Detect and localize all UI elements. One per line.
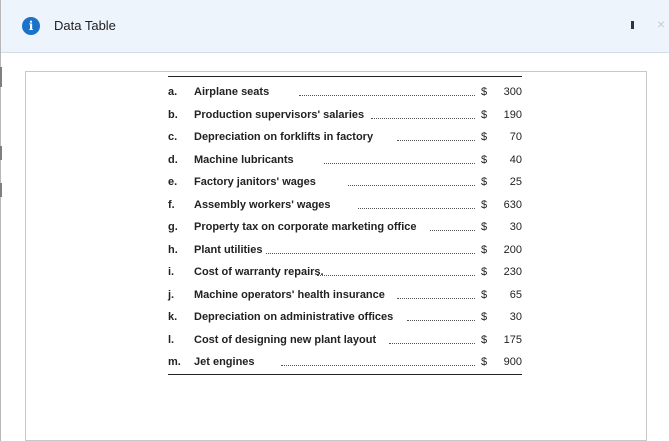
table-row	[168, 285, 522, 307]
edge-mark	[0, 183, 2, 197]
row-label: Jet engines	[194, 356, 255, 368]
row-amount: 900	[503, 356, 522, 368]
leader-dots	[281, 353, 475, 366]
row-letter: c.	[168, 131, 178, 143]
row-letter: e.	[168, 176, 178, 188]
row-label: Cost of warranty repairs.	[194, 266, 324, 278]
row-letter: d.	[168, 153, 178, 166]
row-letter: l.	[168, 333, 175, 346]
row-amount: 175	[503, 333, 522, 346]
currency-symbol: $	[481, 86, 488, 98]
currency-symbol: $	[481, 288, 488, 301]
row-label: Property tax on corporate marketing office	[194, 221, 417, 233]
leader-dots	[397, 286, 475, 299]
minimize-icon	[631, 21, 634, 29]
row-letter: f.	[168, 198, 175, 211]
row-label: Airplane seats	[194, 86, 270, 98]
leader-dots	[358, 196, 475, 209]
row-letter: i.	[168, 266, 175, 278]
row-label: Production supervisors' salaries	[194, 108, 365, 121]
table-row	[168, 127, 522, 149]
minimize-button[interactable]	[626, 18, 638, 32]
currency-symbol: $	[481, 176, 488, 188]
row-label: Machine lubricants	[194, 153, 294, 166]
table-row	[168, 352, 522, 374]
row-amount: 300	[503, 86, 522, 98]
currency-symbol: $	[481, 311, 488, 323]
leader-dots	[430, 218, 475, 231]
leader-dots	[389, 331, 475, 344]
row-amount: 70	[509, 131, 522, 143]
table-row	[168, 105, 522, 127]
table-row	[168, 262, 522, 284]
table-row	[168, 195, 522, 217]
row-label: Plant utilities	[194, 243, 263, 256]
row-letter: b.	[168, 108, 178, 121]
row-amount: 40	[509, 153, 522, 166]
dialog-titlebar	[1, 0, 669, 53]
row-amount: 190	[503, 108, 522, 121]
leader-dots	[348, 173, 475, 186]
row-label: Cost of designing new plant layout	[194, 333, 377, 346]
currency-symbol: $	[481, 108, 488, 121]
leader-dots	[317, 263, 475, 276]
currency-symbol: $	[481, 333, 488, 346]
table-row	[168, 217, 522, 239]
row-amount: 30	[509, 311, 522, 323]
currency-symbol: $	[481, 266, 488, 278]
table-bottom-rule	[168, 374, 522, 375]
currency-symbol: $	[481, 131, 488, 143]
leader-dots	[324, 151, 475, 164]
leader-dots	[371, 106, 475, 119]
row-label: Depreciation on forklifts in factory	[194, 131, 374, 143]
row-label: Factory janitors' wages	[194, 176, 316, 188]
table-row	[168, 150, 522, 172]
currency-symbol: $	[481, 356, 488, 368]
table-row	[168, 307, 522, 329]
row-amount: 630	[503, 198, 522, 211]
row-letter: k.	[168, 311, 178, 323]
currency-symbol: $	[481, 198, 488, 211]
leader-dots	[407, 308, 475, 321]
row-label: Assembly workers' wages	[194, 198, 331, 211]
row-label: Depreciation on administrative offices	[194, 311, 394, 323]
info-icon: i	[22, 17, 40, 35]
leader-dots	[397, 128, 475, 141]
row-letter: j.	[168, 288, 175, 301]
table-row	[168, 82, 522, 104]
row-letter: g.	[168, 221, 178, 233]
table-row	[168, 172, 522, 194]
leader-dots	[266, 241, 475, 254]
edge-mark	[0, 146, 2, 160]
currency-symbol: $	[481, 153, 488, 166]
row-amount: 200	[503, 243, 522, 256]
row-amount: 25	[509, 176, 522, 188]
dialog-title: Data Table	[54, 18, 116, 33]
row-letter: a.	[168, 86, 178, 98]
edge-mark	[0, 67, 2, 87]
row-letter: h.	[168, 243, 178, 256]
currency-symbol: $	[481, 221, 488, 233]
close-button[interactable]	[657, 14, 669, 34]
row-amount: 65	[509, 288, 522, 301]
table-row	[168, 240, 522, 262]
row-amount: 30	[509, 221, 522, 233]
leader-dots	[299, 83, 475, 96]
close-icon: ×	[657, 16, 666, 32]
row-letter: m.	[168, 356, 181, 368]
currency-symbol: $	[481, 243, 488, 256]
table-top-rule	[168, 76, 522, 77]
row-label: Machine operators' health insurance	[194, 288, 385, 301]
table-row	[168, 330, 522, 352]
row-amount: 230	[503, 266, 522, 278]
